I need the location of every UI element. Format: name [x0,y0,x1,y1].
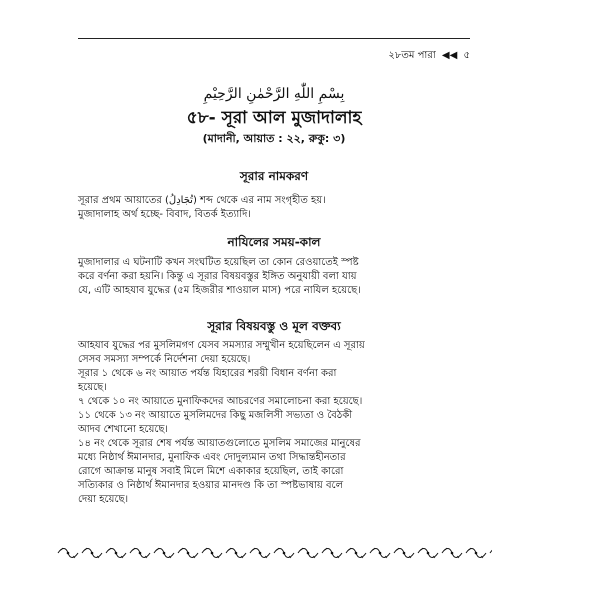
text-line: মুজাদালাহ অর্থ হচ্ছে- বিবাদ, বিতর্ক ইত্যাদি। [78,209,251,220]
text-line: মধ্যে নিষ্ঠার্থ ঈমানদার, মুনাফিক এবং দোদুল্যমান তথা সিদ্ধান্তহীনতার [78,452,346,463]
surah-title: ৫৮- সূরা আল মুজাদালাহ [186,108,362,128]
text-line: ১৪ নং থেকে সূরার শেষ পর্যন্ত আয়াতগুলোতে মুসলিম সমাজের মানুষের [78,438,361,449]
page-number: ৫ [463,50,470,61]
text-line: ১১ থেকে ১৩ নং আয়াতে মুসলিমদের কিছু মজলিসী সভ্যতা ও বৈঠকী [78,410,353,421]
text-line: আহযাব যুদ্ধের পর মুসলিমগণ যেসব সমস্যার সম্মুখীন হয়েছিলেন এ সূরায় [78,340,365,351]
section-title-subject: সূরার বিষয়বস্তু ও মূল বক্তব্য [207,319,341,333]
text-line: আদব শেখানো হয়েছে। [78,424,168,435]
ornament-icon [56,546,492,560]
text-line: ৭ থেকে ১০ নং আয়াতে মুনাফিকদের আচরণের সমালোচনা করা হয়েছে। [78,396,363,407]
bismillah: بِسْمِ اللّٰهِ الرَّحْمٰنِ الرَّحِيْمِ [203,86,345,102]
section-body-subject [78,339,470,507]
double-arrow-icon: ◀◀ [441,50,458,61]
book-page [78,38,470,568]
header-rule [78,38,470,39]
ornamental-border [56,546,492,560]
text-line: দেয়া হয়েছে। [78,494,129,505]
text-line: সূরার ১ থেকে ৬ নং আয়াত পর্যন্ত যিহারের শরয়ী বিধান বর্ণনা করা [78,368,337,379]
text-line: সেসব সমস্যা সম্পর্কে নির্দেশনা দেয়া হয়েছে। [78,354,251,365]
text-line: মুজাদালার এ ঘটনাটি কখন সংঘটিত হয়েছিল তা কোন রেওয়াতেই স্পষ্ট [78,257,359,268]
text-line: সূরার প্রথম আয়াতের (تُجَادِلُ) শব্দ থেকে এর নাম সংগৃহীত হয়। [78,195,326,206]
section-title-naming: সূরার নামকরণ [239,169,309,183]
text-line: করে বর্ণনা করা হয়নি। কিন্তু এ সূরার বিষয়বস্তুর ইঙ্গিত অনুযায়ী বলা যায় [78,271,357,282]
text-line: হয়েছে। [78,382,107,393]
section-body-revelation [78,256,470,298]
text-line: রোগে আক্রান্ত মানুষ সবাই মিলে মিশে একাকার হয়েছিল, তাই কারো [78,466,344,477]
section-body-naming [78,194,470,222]
text-line: সত্যিকার ও নিষ্ঠার্থ ঈমানদার হওয়ার মানদণ্ড কি তা স্পষ্টভাষায় বলে [78,480,344,491]
text-line: যে, এটি আহযাব যুদ্ধের (৫ম হিজরীর শাওয়াল মাস) পরে নাযিল হয়েছে। [78,285,361,296]
surah-meta: (মাদানী, আয়াত : ২২, রুকু: ৩) [202,132,346,145]
running-head [388,48,470,65]
part-label: ২৮তম পারা [388,50,436,61]
section-title-revelation: নাযিলের সময়-কাল [227,235,321,249]
